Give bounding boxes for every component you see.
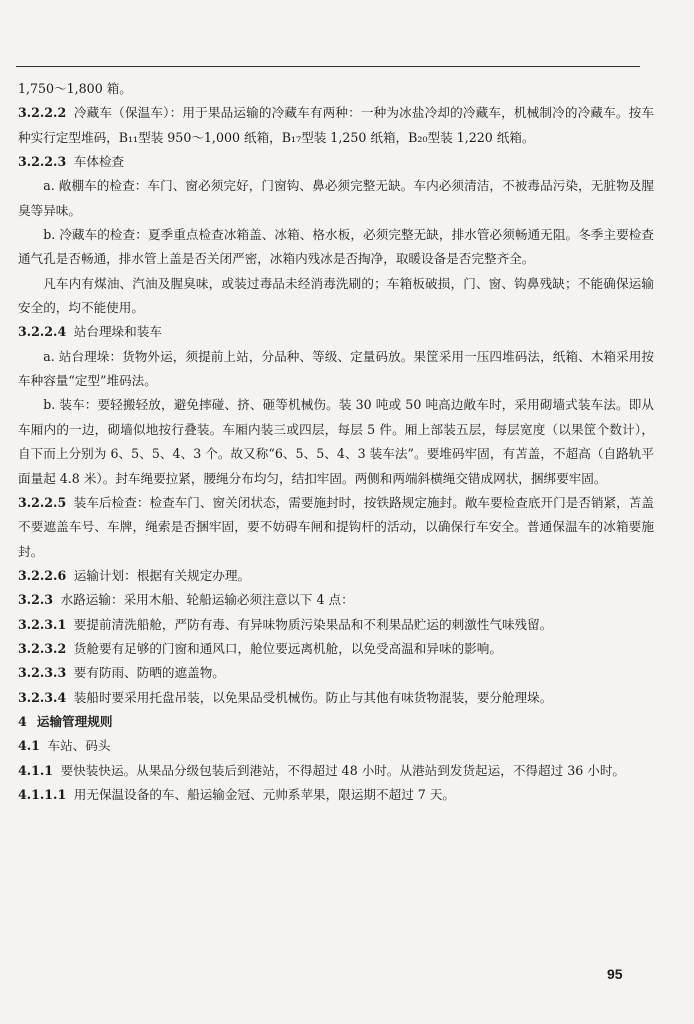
section-heading [18, 710, 654, 734]
paragraph-5 [18, 272, 654, 321]
section-number: 3.2.3.1 [18, 616, 67, 632]
paragraph-text: 车站、码头 [47, 738, 111, 754]
paragraph-3 [18, 174, 654, 223]
paragraph-19 [18, 783, 654, 807]
paragraph-7 [18, 345, 654, 394]
paragraph-text: 用无保温设备的车、船运输金冠、元帅系苹果，限运期不超过 7 天。 [73, 786, 456, 802]
paragraph-text: a. 敞棚车的检查：车门、窗必须完好，门窗钩、鼻必须完整无缺。车内必须清洁，不被毒品污染，无脏物及腥臭等异味。 [18, 178, 654, 218]
paragraph-15 [18, 686, 654, 710]
paragraph-6 [18, 320, 654, 344]
section-number: 3.2.2.5 [18, 494, 67, 510]
section-number: 3.2.3.2 [18, 640, 67, 656]
paragraph-13 [18, 637, 654, 661]
section-heading-text: 运输管理规则 [36, 713, 113, 729]
paragraph-8 [18, 393, 654, 490]
paragraph-12 [18, 613, 654, 637]
paragraph-0 [18, 77, 654, 101]
paragraph-text: 水路运输：采用木船、轮船运输必须注意以下 4 点： [60, 592, 354, 608]
paragraph-10 [18, 564, 654, 588]
paragraph-text: 装船时要采用托盘吊装，以免果品受机械伤。防止与其他有味货物混装，要分舱理垛。 [73, 689, 553, 705]
section-number: 3.2.2.6 [18, 567, 67, 583]
paragraph-text: 要快装快运。从果品分级包装后到港站，不得超过 48 小时。从港站到发货起运，不得超过 36 小时。 [60, 762, 626, 778]
paragraph-text: 凡车内有煤油、汽油及腥臭味，或装过毒品未经消毒洗刷的；车箱板破损，门、窗、钩鼻残缺；不能确保运输安全的，均不能使用。 [18, 275, 654, 316]
page-body [18, 77, 654, 807]
section-number: 4.1 [18, 738, 40, 754]
section-number: 4.1.1.1 [18, 786, 67, 802]
section-number: 3.2.3.3 [18, 665, 67, 681]
paragraph-4 [18, 223, 654, 272]
paragraph-text: 装车后检查：检查车门、窗关闭状态，需要施封时，按铁路规定施封。敞车要检查底开门是否销紧，苫盖不要遮盖车号、车牌，绳索是否捆牢固，要不妨碍车闸和提钩杆的活动，以确保行车安全。普通保温车的冰箱要施封。 [18, 494, 654, 559]
paragraph-text: b. 冷藏车的检查：夏季重点检查冰箱盖、冰箱、格水板，必须完整无缺，排水管必须畅通无阻。冬季主要检查通气孔是否畅通，排水管上盖是否关闭严密，冰箱内残冰是否掏净，取暖设备是否完整齐全。 [18, 227, 654, 267]
section-number: 3.2.3 [18, 592, 54, 608]
section-number: 4 [18, 713, 27, 729]
paragraph-text: 运输计划：根据有关规定办理。 [73, 567, 251, 583]
page-number: 95 [607, 966, 623, 982]
section-number: 3.2.3.4 [18, 689, 67, 705]
header-rule [16, 66, 640, 67]
section-number: 4.1.1 [18, 762, 54, 778]
paragraph-14 [18, 661, 654, 685]
paragraph-text: 要有防雨、防晒的遮盖物。 [73, 665, 225, 681]
paragraph-text: 冷藏车（保温车）：用于果品运输的冷藏车有两种：一种为冰盐冷却的冷藏车，机械制冷的冷藏车。按车种实行定型堆码，B₁₁型装 950～1,000 纸箱，B₁₇型装 1,250 纸箱，B₂₀型装 1,220 纸箱。 [18, 105, 654, 145]
section-number: 3.2.2.4 [18, 324, 67, 340]
paragraph-18 [18, 759, 654, 783]
section-number: 3.2.2.2 [18, 105, 67, 121]
paragraph-text: 站台理垛和装车 [73, 324, 162, 340]
paragraph-1 [18, 101, 654, 150]
paragraph-11 [18, 588, 654, 612]
paragraph-text: 货舱要有足够的门窗和通风口，舱位要远离机舱，以免受高温和异味的影响。 [73, 640, 502, 656]
paragraph-17 [18, 734, 654, 758]
paragraph-2 [18, 150, 654, 174]
paragraph-9 [18, 491, 654, 564]
paragraph-text: 要提前清洗船舱，严防有毒、有异味物质污染果品和不利果品贮运的刺激性气味残留。 [73, 616, 553, 632]
paragraph-text: a. 站台理垛：货物外运，须提前上站，分品种、等级、定量码放。果筐采用一压四堆码法，纸箱、木箱采用按车种容量“定型”堆码法。 [18, 348, 654, 389]
paragraph-text: 车体检查 [73, 154, 125, 170]
paragraph-text: 1,750～1,800 箱。 [18, 81, 132, 96]
section-number: 3.2.2.3 [18, 154, 67, 170]
paragraph-text: b. 装车：要轻搬轻放，避免摔碰、挤、砸等机械伤。装 30 吨或 50 吨高边敞车时，采用砌墙式装车法。即从车厢内的一边，砌墙似地按行叠装。车厢内装三或四层，每层 5 件。厢上部装五层，每层宽度（以果筐个数计），自下而上分别为 6、5、5、4、3 个。故又称“6、5、5、4、3 装车法”。要堆码牢固，有苫盖，不超高（自路轨平面量起 4.8 米）。封车绳要拉紧，腰绳分布均匀，结扣牢固。两侧和两端斜横绳交错成网状，捆绑要牢固。 [18, 397, 654, 486]
